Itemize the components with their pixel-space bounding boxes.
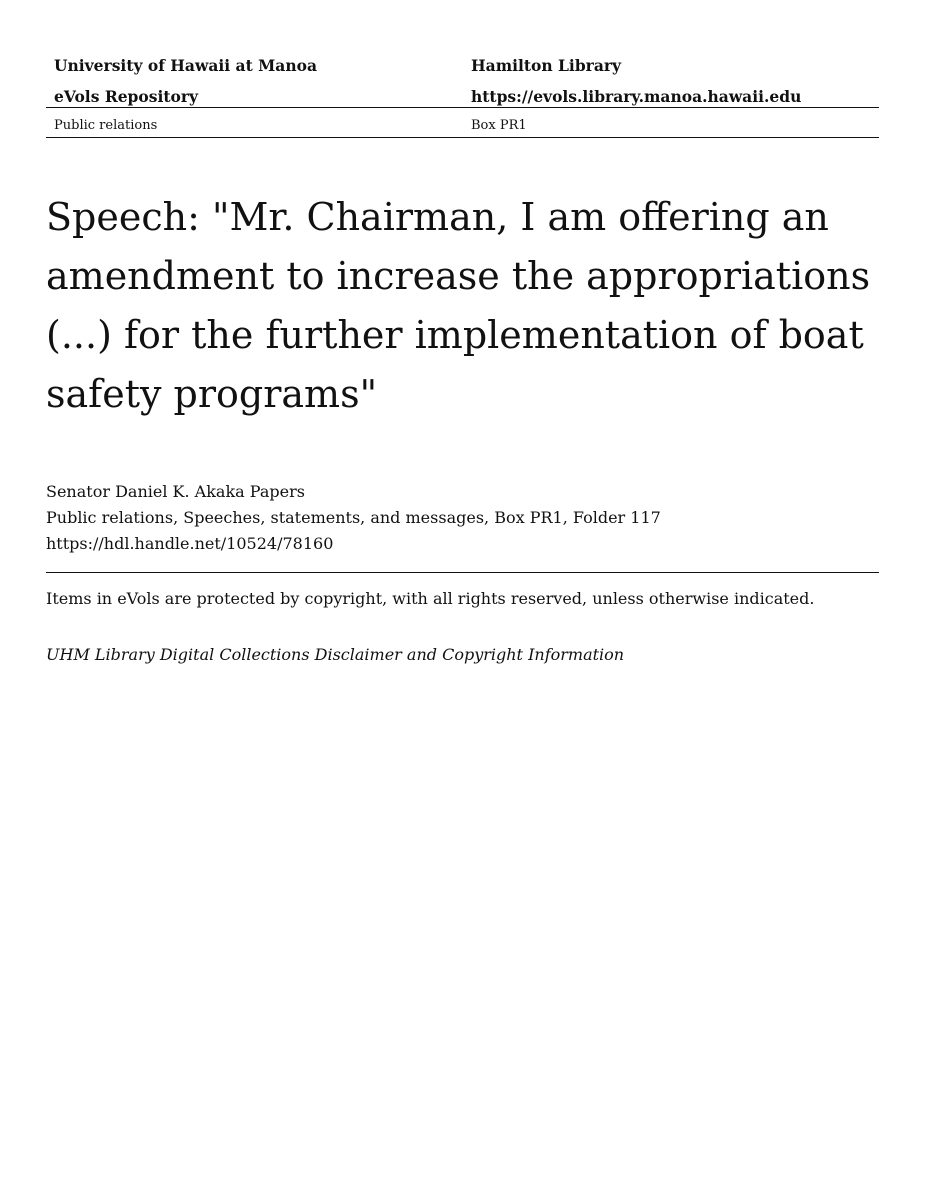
document-title: Speech: "Mr. Chairman, I am offering an amendment to increase the appropriations (...) for the further implementation of boat safety programs" [46,195,871,416]
header-row-1 [46,52,879,83]
header-divider-top [46,107,879,108]
repository-name: eVols Repository [54,87,199,106]
header-divider-bottom [46,137,879,138]
repository-header [46,52,879,114]
institution-name: University of Hawaii at Manoa [54,56,317,75]
handle-link[interactable]: https://hdl.handle.net/10524/78160 [46,534,334,553]
header-row-2 [46,83,879,114]
folder-location: Public relations, Speeches, statements, and messages, Box PR1, Folder 117 [46,508,661,527]
collection-name: Senator Daniel K. Akaka Papers [46,482,305,501]
box-label: Box PR1 [471,118,527,133]
repository-url[interactable]: https://evols.library.manoa.hawaii.edu [471,87,802,106]
library-name: Hamilton Library [471,56,622,75]
copyright-notice: Items in eVols are protected by copyright, with all rights reserved, unless otherwise indicated. [46,589,815,608]
series-label: Public relations [54,118,158,133]
document-metadata [46,479,879,557]
metadata-divider [46,572,879,573]
series-row [46,116,879,136]
disclaimer-link[interactable]: UHM Library Digital Collections Disclaimer and Copyright Information [46,645,625,664]
